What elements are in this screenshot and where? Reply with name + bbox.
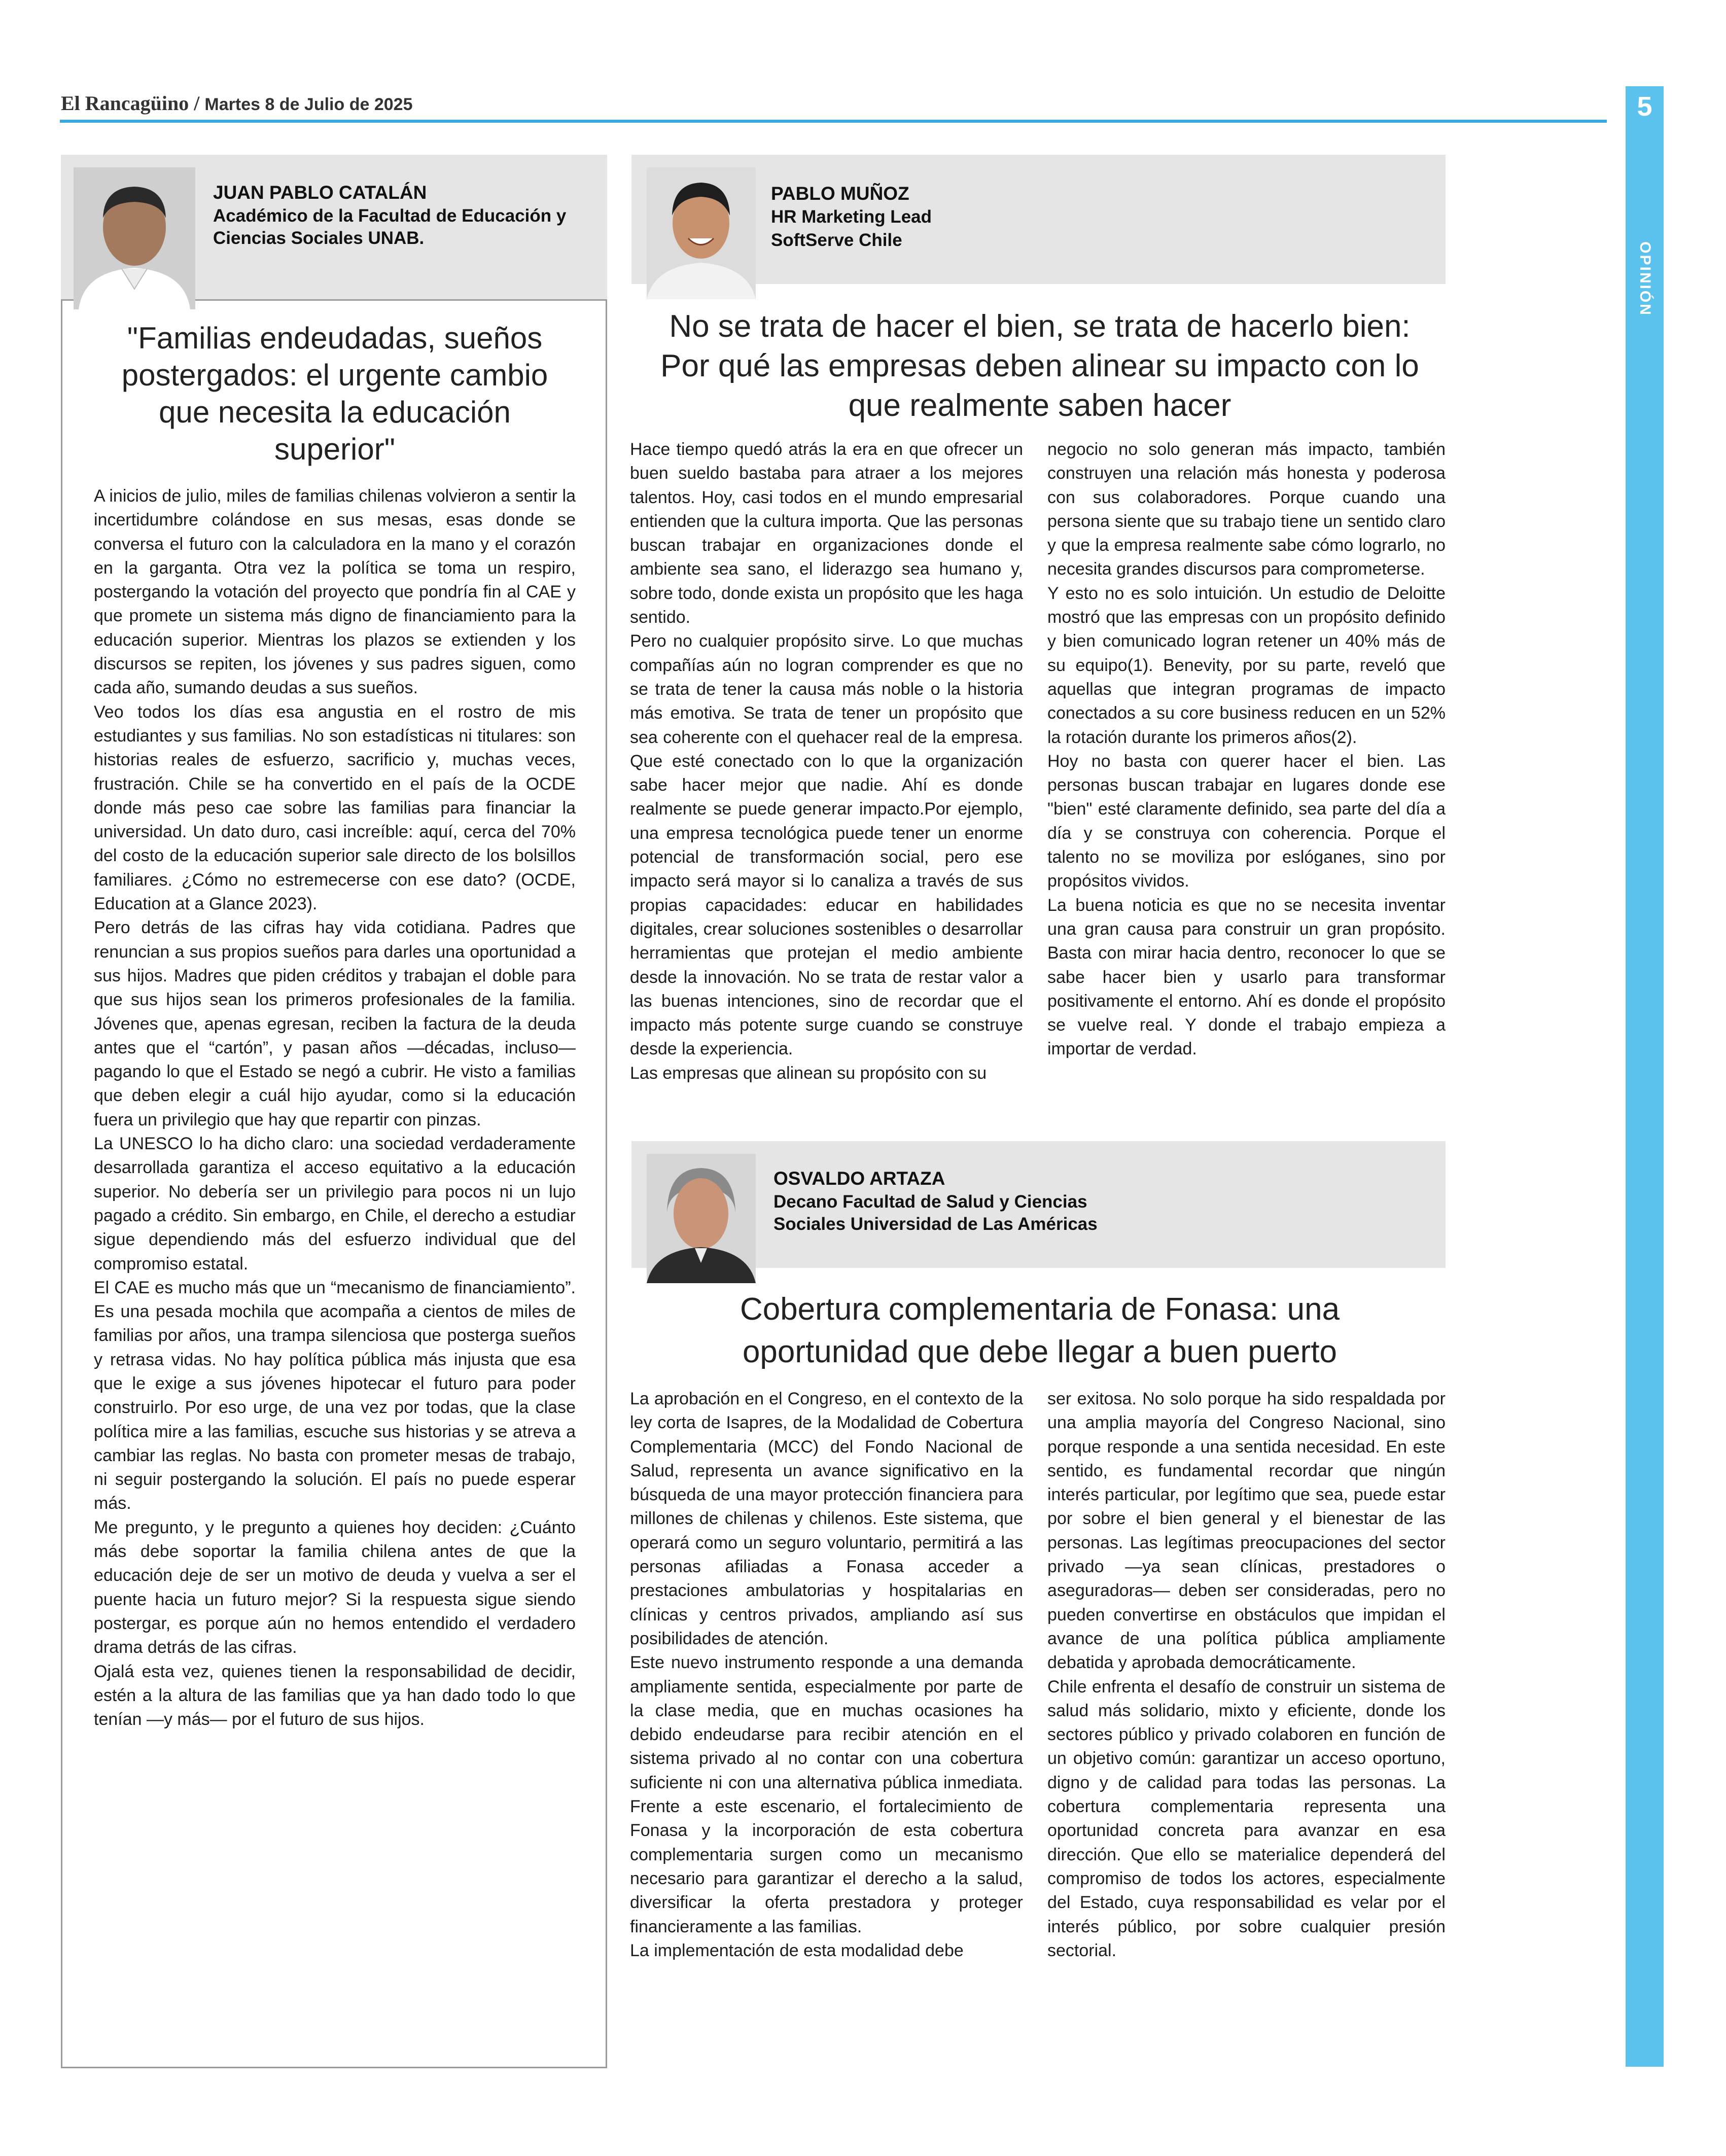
paragraph: A inicios de julio, miles de familias chilenas volvieron a sentir la incertidumbre colándose en sus mesas, esas donde se conversa el futuro con la calculadora en la mano y el corazón en la garganta. Otra vez la política se toma un respiro, postergando la votación del proyecto que pondría fin al CAE y que promete un sistema más digno de financiamiento para la educación superior. Mientras los plazos se extienden y los discursos se repiten, los jóvenes y sus padres siguen, como cada año, sumando deudas a sus sueños. [94,486,576,698]
paragraph: La buena noticia es que no se necesita inventar una gran causa para construir un gran propósito. Basta con mirar hacia dentro, reconocer lo que se sabe hacer bien y usarlo para transformar positivamente el entorno. Ahí es donde el propósito se vuelve real. Y donde el trabajo empieza a importar de verdad. [1047,895,1446,1059]
article3-author-photo [647,1154,756,1283]
paragraph: Veo todos los días esa angustia en el rostro de mis estudiantes y sus familias. No son estadísticas ni titulares: son historias reales de esfuerzo, sacrificio y, muchas veces, frustración. Chile se ha convertido en el país de la OCDE donde más peso cae sobre las familias para financiar la universidad. Un dato duro, casi increíble: aquí, cerca del 70% del costo de la educación superior sale directo de los bolsillos familiares. ¿Cómo no estremecerse con ese dato? (OCDE, Education at a Glance 2023). [94,702,576,914]
paragraph: Y esto no es solo intuición. Un estudio de Deloitte mostró que las empresas con un propósito definido y bien comunicado logran retener un 40% más de su equipo(1). Benevity, por su parte, reveló que aquellas que integran programas de impacto conectados a su core business reducen en un 52% la rotación durante los primeros años(2). [1047,583,1446,747]
paragraph: ser exitosa. No solo porque ha sido respaldada por una amplia mayoría del Congreso Nacional, sino porque responde a una sentida necesidad. En este sentido, es fundamental recordar que ningún interés particular, por legítimo que sea, puede estar por sobre el bien general y el bienestar de las personas. Las legítimas preocupaciones del sector privado —ya sean clínicas, prestadores o aseguradoras— deben ser consideradas, pero no pueden convertirse en obstáculos que impidan el avance de una política pública ampliamente debatida y aprobada democráticamente. [1047,1389,1446,1673]
article3-title: Cobertura complementaria de Fonasa: una oportunidad que debe llegar a buen puerto [739,1292,1340,1369]
article3-col2 [1047,1387,1446,1963]
paragraph: La aprobación en el Congreso, en el contexto de la ley corta de Isapres, de la Modalidad de Cobertura Complementaria (MCC) del Fondo Nacional de Salud, representa un avance significativo en la búsqueda de una mayor protección financiera para millones de chilenas y chilenos. Este sistema, que operará como un seguro voluntario, permitirá a las personas afiliadas a Fonasa acceder a prestaciones ambulatorias y hospitalarias en clínicas y centros privados, ampliando así sus posibilidades de atención. [630,1389,1023,1648]
running-head [61,91,412,115]
article2-author-role-2: SoftServe Chile [771,230,902,250]
paragraph: Chile enfrenta el desafío de construir un sistema de salud más solidario, mixto y eficiente, donde los sectores público y privado colaboren en función de un objetivo común: garantizar un acceso oportuno, digno y de calidad para todas las personas. La cobertura complementaria representa una oportunidad concreta para avanzar en esa dirección. Que ello se materialice dependerá del compromiso de todos los actores, especialmente del Estado, cuya responsabilidad es velar por el interés público, por sobre cualquier presión sectorial. [1047,1677,1446,1960]
article2-author-role-1: HR Marketing Lead [771,207,932,227]
article1-author-role: Académico de la Facultad de Educación y Ciencias Sociales UNAB. [213,206,567,248]
paragraph: Ojalá esta vez, quienes tienen la responsabilidad de decidir, estén a la altura de las familias que ya han dado todo lo que tenían —y más— por el futuro de sus hijos. [94,1662,576,1729]
page-number: 5 [1637,91,1652,122]
paragraph: Este nuevo instrumento responde a una demanda ampliamente sentida, especialmente por parte de la clase media, que en muchas ocasiones ha debido endeudarse para recibir atención en el sistema privado al no contar con una cobertura suficiente ni con una alternativa pública inmediata. Frente a este escenario, el fortalecimiento de Fonasa y la incorporación de esta cobertura complementaria surgen como un mecanismo necesario para garantizar el derecho a la salud, diversificar la oferta prestadora y proteger financieramente a las familias. [630,1653,1023,1936]
portrait-icon [74,167,195,309]
article2-title: No se trata de hacer el bien, se trata de hacerlo bien: Por qué las empresas deben alinear su impacto con lo que realmente saben hacer [660,309,1419,423]
article1-title: "Familias endeudadas, sueños postergados: el urgente cambio que necesita la educación superior" [121,321,548,466]
paragraph: Las empresas que alinean su propósito con su [630,1063,987,1083]
article2-author-name: PABLO MUÑOZ [771,183,909,204]
paragraph: negocio no solo generan más impacto, también construyen una relación más honesta y poderosa con sus colaboradores. Porque cuando una persona siente que su trabajo tiene un sentido claro y que la empresa realmente sabe cómo lograrlo, no necesita grandes discursos para comprometerse. [1047,440,1446,579]
article1-author-name: JUAN PABLO CATALÁN [213,182,427,203]
paragraph: Hoy no basta con querer hacer el bien. Las personas buscan trabajar en lugares donde ese "bien" esté claramente definido, sea parte del día a día y se construya con coherencia. Porque el talento no se moviliza por eslóganes, sino por propósitos vividos. [1047,751,1446,891]
article2-col1 [630,438,1023,1085]
article3-col1 [630,1387,1023,1963]
publication-name: El Rancagüino / [61,92,200,115]
article1-body [94,484,576,1731]
paragraph: El CAE es mucho más que un “mecanismo de financiamiento”. Es una pesada mochila que acompaña a cientos de miles de familias por años, una trampa silenciosa que posterga sueños y retrasa vidas. No hay política pública más injusta que esa que le exige a sus jóvenes hipotecar el futuro para poder construirlo. Por eso urge, de una vez por todas, que la clase política mire a las familias, escuche sus historias y se atreva a cambiar las reglas. No basta con prometer mesas de trabajo, ni seguir postergando la solución. El país no puede esperar más. [94,1278,576,1513]
article3-author-role: Decano Facultad de Salud y Ciencias Sociales Universidad de Las Américas [773,1192,1098,1234]
paragraph: La implementación de esta modalidad debe [630,1940,964,1960]
section-tab [1626,86,1664,2067]
portrait-icon [647,1154,756,1283]
paragraph: Pero no cualquier propósito sirve. Lo que muchas compañías aún no logran comprender es que no se trata de tener la causa más noble o la historia más emotiva. Se trata de tener un propósito que sea coherente con el quehacer real de la empresa. Que esté conectado con lo que la organización sabe hacer mejor que nadie. Ahí es donde realmente se puede generar impacto.Por ejemplo, una empresa tecnológica puede tener un enorme potencial de transformación social, pero ese impacto será mayor si lo canaliza a través de sus propias capacidades: educar en habilidades digitales, crear soluciones sostenibles o desarrollar herramientas que protejan el medio ambiente desde la innovación. No se trata de restar valor a las buenas intenciones, sino de recordar que el impacto más potente surge cuando se construye desde la experiencia. [630,631,1023,1059]
portrait-icon [647,167,756,299]
paragraph: Pero detrás de las cifras hay vida cotidiana. Padres que renuncian a sus propios sueños para darles una oportunidad a sus hijos. Madres que piden créditos y trabajan el doble para que sus hijos sean los primeros profesionales de la familia. Jóvenes que, apenas egresan, reciben la factura de la deuda antes que el “cartón”, y pasan años —décadas, incluso— pagando lo que el Estado se negó a cubrir. He visto a familias que deben elegir a cuál hijo ayudar, como si la educación fuera un privilegio que hay que repartir con pinzas. [94,918,576,1129]
section-label-wrap [1626,233,1664,325]
section-label: OPINIÓN [1636,241,1653,316]
article2-col2 [1047,438,1446,1062]
article3-author-name: OSVALDO ARTAZA [773,1168,945,1189]
paragraph: La UNESCO lo ha dicho claro: una sociedad verdaderamente desarrollada garantiza el acceso equitativo a la educación superior. No debería ser un privilegio para pocos ni un lujo pagado a crédito. Sin embargo, en Chile, el derecho a estudiar sigue dependiendo más del esfuerzo individual que del compromiso estatal. [94,1134,576,1274]
header-rule [60,120,1607,123]
article1-author-photo [74,167,195,309]
issue-date: Martes 8 de Julio de 2025 [204,95,413,114]
paragraph: Hace tiempo quedó atrás la era en que ofrecer un buen sueldo bastaba para atraer a los mejores talentos. Hoy, casi todos en el mundo empresarial entienden que la cultura importa. Que las personas buscan trabajar en organizaciones donde el ambiente sea sano, el liderazgo sea humano y, sobre todo, donde exista un propósito que les haga sentido. [630,440,1023,627]
article2-author-photo [647,167,756,299]
paragraph: Me pregunto, y le pregunto a quienes hoy deciden: ¿Cuánto más debe soportar la familia chilena antes de que la educación deje de ser un motivo de deuda y vuelva a ser el puente hacia un futuro mejor? Si la respuesta sigue siendo postergar, es porque aún no hemos entendido el verdadero drama detrás de las cifras. [94,1517,576,1657]
